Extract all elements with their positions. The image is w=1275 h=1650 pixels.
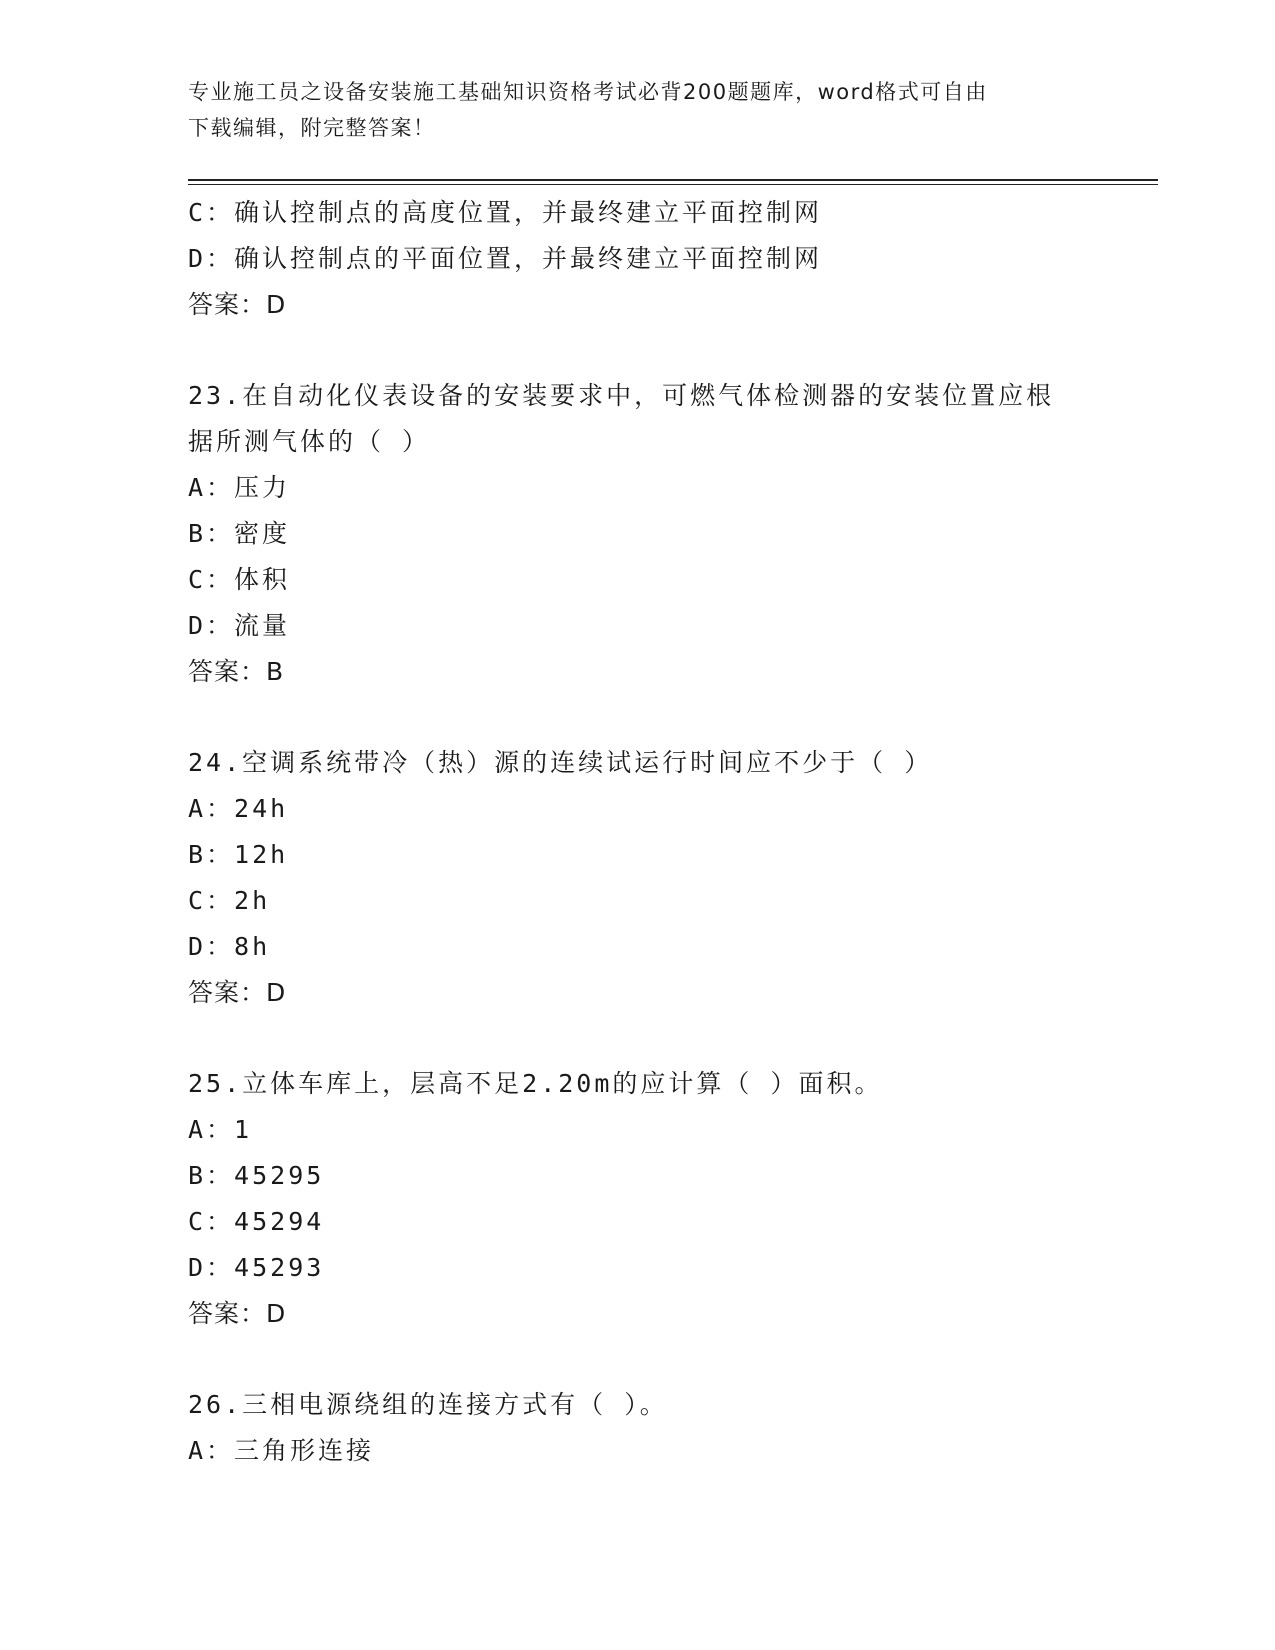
header-line-2: 下载编辑，附完整答案！: [188, 116, 436, 140]
question-stem-cont: 据所测气体的（ ）: [188, 427, 431, 456]
option-a: A：压力: [188, 473, 291, 502]
answer: 答案：D: [188, 290, 287, 319]
header-divider-thick: [188, 179, 1158, 181]
option-b: B：12h: [188, 840, 289, 869]
question-list: [188, 190, 1148, 1474]
header-line-1: 专业施工员之设备安装施工基础知识资格考试必背200题题库，word格式可自由: [188, 80, 988, 104]
option-c: C：体积: [188, 565, 291, 594]
question-26: [188, 1382, 1148, 1474]
question-24: [188, 740, 1148, 1016]
option-d: D：45293: [188, 1253, 325, 1282]
question-stem: 24.空调系统带冷（热）源的连续试运行时间应不少于（ ）: [188, 748, 933, 777]
option-c: C：2h: [188, 886, 271, 915]
document-header: [188, 74, 1088, 146]
answer: 答案：D: [188, 1299, 287, 1328]
option-d: D：流量: [188, 611, 291, 640]
option-a: A：1: [188, 1115, 253, 1144]
option-a: A：24h: [188, 794, 289, 823]
header-divider-thin: [188, 184, 1158, 185]
option-d: D：8h: [188, 932, 271, 961]
question-22: [188, 190, 1148, 328]
option-c: C：确认控制点的高度位置，并最终建立平面控制网: [188, 198, 823, 227]
answer: 答案：D: [188, 978, 287, 1007]
question-stem: 23.在自动化仪表设备的安装要求中，可燃气体检测器的安装位置应根: [188, 381, 1055, 410]
question-stem: 25.立体车库上，层高不足2.20m的应计算（ ）面积。: [188, 1069, 883, 1098]
option-d: D：确认控制点的平面位置，并最终建立平面控制网: [188, 244, 823, 273]
option-b: B：密度: [188, 519, 291, 548]
option-a: A：三角形连接: [188, 1436, 375, 1465]
option-c: C：45294: [188, 1207, 325, 1236]
question-25: [188, 1061, 1148, 1337]
option-b: B：45295: [188, 1161, 325, 1190]
question-stem: 26.三相电源绕组的连接方式有（ ）。: [188, 1390, 668, 1419]
question-23: [188, 373, 1148, 695]
answer: 答案：B: [188, 657, 285, 686]
